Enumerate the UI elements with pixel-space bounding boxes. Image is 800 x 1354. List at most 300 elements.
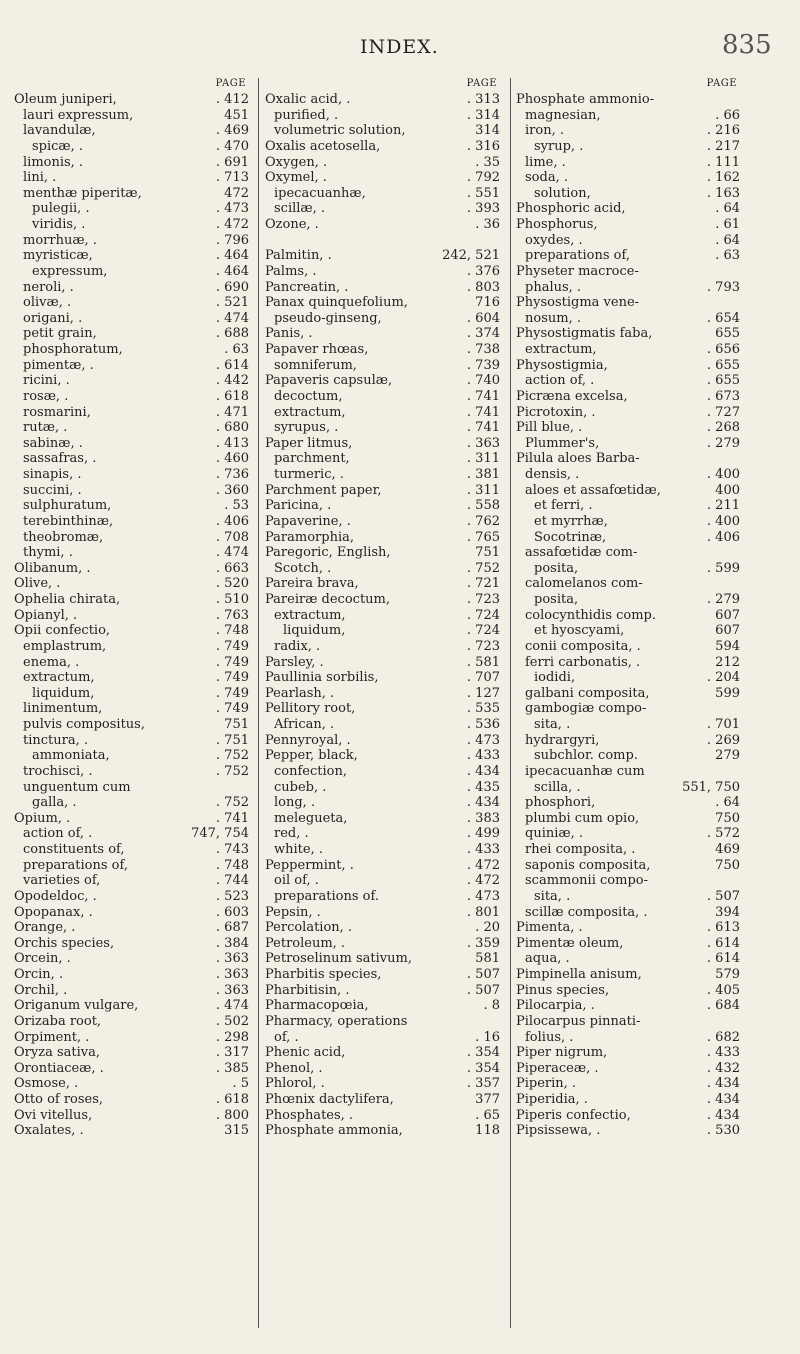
index-entry: [14, 373, 249, 389]
entry-term: calomelanos com-: [525, 576, 643, 592]
entry-page: . 502: [215, 1013, 249, 1029]
index-entry: [14, 1108, 249, 1124]
entry-page: . 65: [475, 1107, 500, 1123]
index-entry: [516, 936, 740, 952]
index-entry: [265, 92, 500, 108]
entry-page: . 749: [215, 638, 249, 654]
index-entry: [265, 1123, 500, 1139]
entry-term: preparations of.: [274, 888, 379, 904]
entry-page: . 360: [215, 482, 249, 498]
index-column-2: [265, 78, 500, 1139]
entry-term: succini, .: [23, 482, 82, 498]
index-entry: [265, 795, 500, 811]
entry-page: 242, 521: [442, 248, 500, 264]
entry-page: 212: [715, 654, 740, 670]
entry-term: Orpiment, .: [14, 1029, 90, 1045]
entry-page: . 507: [706, 888, 740, 904]
entry-page: . 690: [215, 279, 249, 295]
entry-page: 607: [715, 607, 740, 623]
entry-page: . 684: [706, 998, 740, 1014]
entry-term: Parchment paper,: [265, 482, 382, 498]
entry-term: extractum,: [525, 342, 597, 357]
entry-term: Oxygen, .: [265, 154, 328, 170]
entry-page: . 35: [475, 154, 500, 170]
index-entry: [265, 842, 500, 858]
index-entry: [265, 733, 500, 749]
entry-term: rutæ, .: [23, 420, 68, 436]
index-entry: [516, 530, 740, 546]
index-entry: [516, 873, 740, 889]
entry-term: limonis, .: [23, 154, 84, 170]
entry-term: Opianyl, .: [14, 607, 78, 623]
entry-term: Phosphate ammonia,: [265, 1123, 403, 1139]
entry-term: origani, .: [23, 310, 83, 326]
entry-page: . 217: [706, 138, 740, 154]
entry-page: . 507: [466, 967, 500, 982]
index-entry: [516, 920, 740, 936]
index-entry: [14, 639, 249, 655]
index-entry: [265, 405, 500, 421]
entry-term: Pepper, black,: [265, 748, 358, 764]
index-entry: [516, 592, 740, 608]
entry-term: Petroleum, .: [265, 935, 346, 951]
index-entry: [14, 1014, 249, 1030]
index-entry: [14, 936, 249, 952]
index-entry: [516, 826, 740, 842]
entry-term: galbani composita,: [525, 685, 650, 701]
entry-term: Pinus species,: [516, 982, 610, 998]
entry-page: . 523: [215, 888, 249, 904]
index-entry: [265, 514, 500, 530]
index-entry: [265, 608, 500, 624]
entry-term: long, .: [274, 795, 316, 811]
entry-term: Opium, .: [14, 810, 71, 826]
index-entry: [516, 905, 740, 921]
index-entry: [14, 951, 249, 967]
entry-term: aloes et assafœtidæ,: [525, 482, 661, 498]
entry-term: Piperis confectio,: [516, 1107, 631, 1123]
index-entry: [265, 811, 500, 827]
entry-page: . 654: [706, 310, 740, 326]
index-entry: [516, 1123, 740, 1139]
entry-term: Otto of roses,: [14, 1092, 104, 1107]
entry-page: . 460: [215, 451, 249, 467]
entry-term: et myrrhæ,: [534, 513, 608, 529]
index-entry: [265, 201, 500, 217]
entry-page: . 384: [215, 935, 249, 951]
entry-page: . 63: [224, 342, 249, 357]
entry-term: Opii confectio,: [14, 623, 111, 639]
entry-term: Palms, .: [265, 263, 317, 279]
entry-page: . 723: [466, 638, 500, 654]
entry-page: . 551: [466, 185, 500, 201]
entry-page: . 680: [215, 420, 249, 436]
entry-term: volumetric solution,: [274, 123, 406, 139]
index-entry: [516, 420, 740, 436]
index-entry: [14, 967, 249, 983]
entry-page: . 618: [215, 388, 249, 404]
index-entry: [516, 170, 740, 186]
index-entry: [516, 123, 740, 139]
entry-page: . 435: [466, 779, 500, 795]
entry-page: . 796: [215, 232, 249, 248]
index-entry: [265, 1045, 500, 1061]
index-entry: [265, 576, 500, 592]
entry-term: Ozone, .: [265, 217, 319, 232]
index-entry: [265, 108, 500, 124]
index-entry: [516, 295, 740, 311]
entry-page: . 381: [466, 467, 500, 482]
entry-page: . 507: [466, 982, 500, 998]
entry-term: expressum,: [32, 263, 108, 279]
entry-page: 594: [715, 638, 740, 654]
index-entry: [516, 967, 740, 983]
index-entry: [14, 467, 249, 483]
entry-term: Pill blue, .: [516, 420, 583, 436]
entry-page: . 613: [706, 920, 740, 936]
entry-term: Peppermint, .: [265, 857, 354, 873]
index-entry: [265, 936, 500, 952]
index-column-3: [516, 78, 740, 1139]
entry-term: Panax quinquefolium,: [265, 295, 408, 311]
entry-term: syrup, .: [534, 138, 584, 154]
entry-page: . 800: [215, 1107, 249, 1123]
index-entry: [516, 951, 740, 967]
index-entry: [14, 326, 249, 342]
column-divider: [510, 78, 511, 1328]
entry-term: liquidum,: [32, 685, 95, 701]
index-entry: [516, 764, 740, 780]
entry-page: . 400: [706, 467, 740, 482]
entry-term: extractum,: [274, 404, 346, 420]
index-entry: [516, 561, 740, 577]
entry-term: posita,: [534, 560, 579, 576]
entry-term: Pimpinella anisum,: [516, 967, 642, 982]
entry-page: . 442: [215, 373, 249, 389]
entry-page: . 741: [215, 810, 249, 826]
entry-page: . 472: [466, 857, 500, 873]
entry-page: . 269: [706, 732, 740, 748]
entry-term: Oxymel, .: [265, 170, 327, 186]
index-entry: [516, 1092, 740, 1108]
entry-page: . 701: [706, 717, 740, 732]
entry-page: 551, 750: [682, 779, 740, 795]
entry-term: Pellitory root,: [265, 701, 356, 717]
entry-term: Pharbitisin, .: [265, 982, 350, 998]
index-entry: [516, 1076, 740, 1092]
entry-page: 314: [475, 123, 500, 139]
index-entry: [516, 217, 740, 233]
index-entry: [265, 545, 500, 561]
entry-term: sita, .: [534, 888, 571, 904]
index-entry: [516, 514, 740, 530]
entry-term: Picrotoxin, .: [516, 404, 596, 420]
entry-page: . 363: [215, 982, 249, 998]
index-entry: [265, 858, 500, 874]
index-entry: [14, 420, 249, 436]
entry-term: ipecacuanhæ,: [274, 185, 366, 201]
entry-term: ferri carbonatis, .: [525, 654, 641, 670]
entry-term: Pharmacopœia,: [265, 998, 369, 1014]
entry-page: . 736: [215, 467, 249, 482]
entry-term: preparations of,: [525, 248, 630, 264]
entry-term: extractum,: [23, 670, 95, 686]
entry-term: et ferri, .: [534, 498, 593, 514]
entry-term: Petroselinum sativum,: [265, 951, 412, 967]
index-entry: [516, 233, 740, 249]
index-entry: [516, 655, 740, 671]
index-entry: [516, 733, 740, 749]
entry-term: Oleum juniperi,: [14, 92, 117, 107]
entry-term: colocynthidis comp.: [525, 607, 657, 623]
entry-page: . 383: [466, 810, 500, 826]
entry-term: spicæ, .: [32, 138, 84, 154]
entry-page: . 530: [706, 1123, 740, 1139]
entry-page: . 434: [706, 1076, 740, 1092]
entry-page: . 464: [215, 263, 249, 279]
entry-term: Piperaceæ, .: [516, 1060, 599, 1076]
index-entry: [265, 311, 500, 327]
entry-term: turmeric, .: [274, 467, 344, 482]
index-entry: [265, 686, 500, 702]
index-column-1: [14, 78, 249, 1139]
index-entry: [265, 389, 500, 405]
entry-term: lauri expressum,: [23, 107, 134, 123]
index-entry: [14, 514, 249, 530]
entry-page: . 111: [706, 154, 740, 170]
index-entry: [14, 655, 249, 671]
entry-term: Picræna excelsa,: [516, 388, 628, 404]
entry-term: iron, .: [525, 123, 564, 139]
entry-term: viridis, .: [32, 217, 86, 232]
entry-term: unguentum cum: [23, 779, 131, 795]
entry-term: extractum,: [274, 607, 346, 623]
entry-page: . 724: [466, 623, 500, 639]
entry-term: Phosphates, .: [265, 1107, 354, 1123]
entry-page: . 727: [706, 404, 740, 420]
page-column-label: PAGE: [466, 78, 497, 89]
index-entry: [265, 967, 500, 983]
entry-term: assafœtidæ com-: [525, 545, 638, 561]
entry-page: 579: [715, 967, 740, 982]
index-entry: [14, 248, 249, 264]
index-entry: [516, 889, 740, 905]
entry-page: 599: [715, 685, 740, 701]
index-entry: [516, 623, 740, 639]
index-entry: [14, 748, 249, 764]
entry-page: . 464: [215, 248, 249, 264]
entry-term: Pharmacy, operations: [265, 1013, 408, 1029]
entry-term: rosmarini,: [23, 404, 91, 420]
entry-page: . 434: [466, 763, 500, 779]
entry-term: Pareiræ decoctum,: [265, 592, 391, 607]
index-entry: [265, 951, 500, 967]
index-entry: [516, 108, 740, 124]
entry-term: Pilula aloes Barba-: [516, 451, 640, 467]
entry-page: . 64: [715, 232, 740, 248]
index-entry: [265, 530, 500, 546]
index-entry: [516, 858, 740, 874]
entry-term: Phosphorus,: [516, 217, 598, 232]
entry-term: Pareira brava,: [265, 576, 359, 592]
entry-term: Pipsissewa, .: [516, 1123, 601, 1139]
index-entry: [265, 451, 500, 467]
entry-term: iodidi,: [534, 670, 576, 686]
entry-page: . 298: [215, 1029, 249, 1045]
entry-page: . 474: [215, 998, 249, 1014]
entry-page: 750: [715, 857, 740, 873]
entry-term: Physostigmia,: [516, 357, 608, 373]
index-entry: [14, 311, 249, 327]
index-entry: [516, 311, 740, 327]
entry-term: syrupus, .: [274, 420, 339, 436]
entry-term: varieties of,: [23, 873, 101, 889]
entry-term: petit grain,: [23, 326, 97, 342]
entry-term: preparations of,: [23, 857, 128, 873]
entry-term: scilla, .: [534, 779, 581, 795]
entry-page: . 721: [466, 576, 500, 592]
entry-page: . 20: [475, 920, 500, 936]
entry-term: Phenol, .: [265, 1060, 323, 1076]
entry-page: . 749: [215, 654, 249, 670]
index-entry: [14, 280, 249, 296]
entry-page: . 535: [466, 701, 500, 717]
index-entry: [14, 858, 249, 874]
entry-page: . 385: [215, 1060, 249, 1076]
index-entry: [516, 358, 740, 374]
entry-term: morrhuæ, .: [23, 232, 97, 248]
entry-page: . 618: [215, 1092, 249, 1107]
entry-term: rhei composita, .: [525, 842, 636, 857]
index-entry: [14, 123, 249, 139]
entry-term: Piperin, .: [516, 1076, 577, 1092]
entry-page: . 433: [466, 748, 500, 764]
entry-term: parchment,: [274, 451, 350, 467]
entry-page: . 752: [215, 795, 249, 811]
entry-page: . 434: [706, 1092, 740, 1107]
entry-page: . 663: [215, 560, 249, 576]
entry-term: Phœnix dactylifera,: [265, 1092, 394, 1107]
entry-term: neroli, .: [23, 279, 74, 295]
entry-term: Phlorol, .: [265, 1076, 325, 1092]
entry-page: . 474: [215, 545, 249, 561]
index-entry: [14, 108, 249, 124]
entry-page: . 748: [215, 857, 249, 873]
index-entry: [265, 998, 500, 1014]
entry-page: . 434: [466, 795, 500, 811]
entry-page: . 793: [706, 279, 740, 295]
entry-term: radix, .: [274, 638, 321, 654]
entry-page: . 412: [215, 92, 249, 107]
entry-term: Oxalic acid, .: [265, 92, 351, 107]
index-entry: [265, 467, 500, 483]
entry-term: decoctum,: [274, 388, 343, 404]
entry-term: folius, .: [525, 1029, 574, 1045]
entry-page: . 317: [215, 1045, 249, 1061]
entry-term: enema, .: [23, 654, 80, 670]
entry-term: rosæ, .: [23, 388, 69, 404]
entry-term: Paramorphia,: [265, 529, 354, 545]
entry-page: 377: [475, 1092, 500, 1107]
index-entry: [14, 1123, 249, 1139]
index-entry: [14, 1045, 249, 1061]
index-entry: [14, 623, 249, 639]
entry-term: scillæ composita, .: [525, 904, 648, 920]
index-entry: [516, 201, 740, 217]
index-entry: [14, 701, 249, 717]
entry-page: . 801: [466, 904, 500, 920]
entry-page: . 691: [215, 154, 249, 170]
entry-page: . 723: [466, 592, 500, 607]
entry-term: trochisci, .: [23, 763, 93, 779]
index-entry: [265, 1061, 500, 1077]
entry-page: . 473: [215, 201, 249, 217]
entry-term: Physostigma vene-: [516, 295, 640, 311]
index-entry: [516, 451, 740, 467]
index-entry: [14, 780, 249, 796]
entry-term: sabinæ, .: [23, 435, 83, 451]
index-entry: [265, 670, 500, 686]
index-entry: [516, 326, 740, 342]
entry-term: Phosphoric acid,: [516, 201, 626, 217]
entry-term: phosphoratum,: [23, 342, 123, 357]
index-entry: [516, 248, 740, 264]
entry-term: nosum, .: [525, 310, 581, 326]
index-entry: [14, 795, 249, 811]
entry-page: 655: [715, 326, 740, 342]
entry-page: . 433: [706, 1045, 740, 1061]
entry-page: 400: [715, 482, 740, 498]
entry-term: soda, .: [525, 170, 568, 186]
index-entry: [14, 889, 249, 905]
entry-page: . 581: [466, 654, 500, 670]
entry-term: Ovi vitellus,: [14, 1107, 93, 1123]
entry-term: sassafras, .: [23, 451, 97, 467]
index-entry: [14, 576, 249, 592]
page-header: [0, 30, 800, 60]
entry-page: . 724: [466, 607, 500, 623]
index-entry: [14, 264, 249, 280]
index-entry: [14, 389, 249, 405]
entry-page: . 682: [706, 1029, 740, 1045]
index-entry: [265, 826, 500, 842]
entry-term: Opopanax, .: [14, 904, 93, 920]
entry-page: . 268: [706, 420, 740, 436]
entry-page: . 313: [466, 92, 500, 107]
entry-term: theobromæ,: [23, 529, 104, 545]
index-entry: [516, 342, 740, 358]
entry-page: . 363: [215, 951, 249, 967]
index-entry: [265, 655, 500, 671]
entry-page: . 472: [215, 217, 249, 232]
entry-page: 315: [224, 1123, 249, 1139]
entry-term: Pilocarpia, .: [516, 998, 595, 1014]
entry-term: Orcin, .: [14, 967, 64, 982]
index-entry: [265, 139, 500, 155]
entry-page: 751: [475, 545, 500, 561]
entry-term: ammoniata,: [32, 748, 110, 764]
entry-term: purified, .: [274, 107, 339, 123]
entry-term: densis, .: [525, 467, 580, 482]
entry-page: . 558: [466, 498, 500, 514]
entry-term: melegueta,: [274, 810, 348, 826]
entry-page: . 63: [715, 248, 740, 264]
entry-page: . 749: [215, 670, 249, 686]
index-entry: [265, 701, 500, 717]
entry-page: . 792: [466, 170, 500, 186]
entry-page: . 752: [215, 748, 249, 764]
entry-page: . 472: [466, 873, 500, 889]
